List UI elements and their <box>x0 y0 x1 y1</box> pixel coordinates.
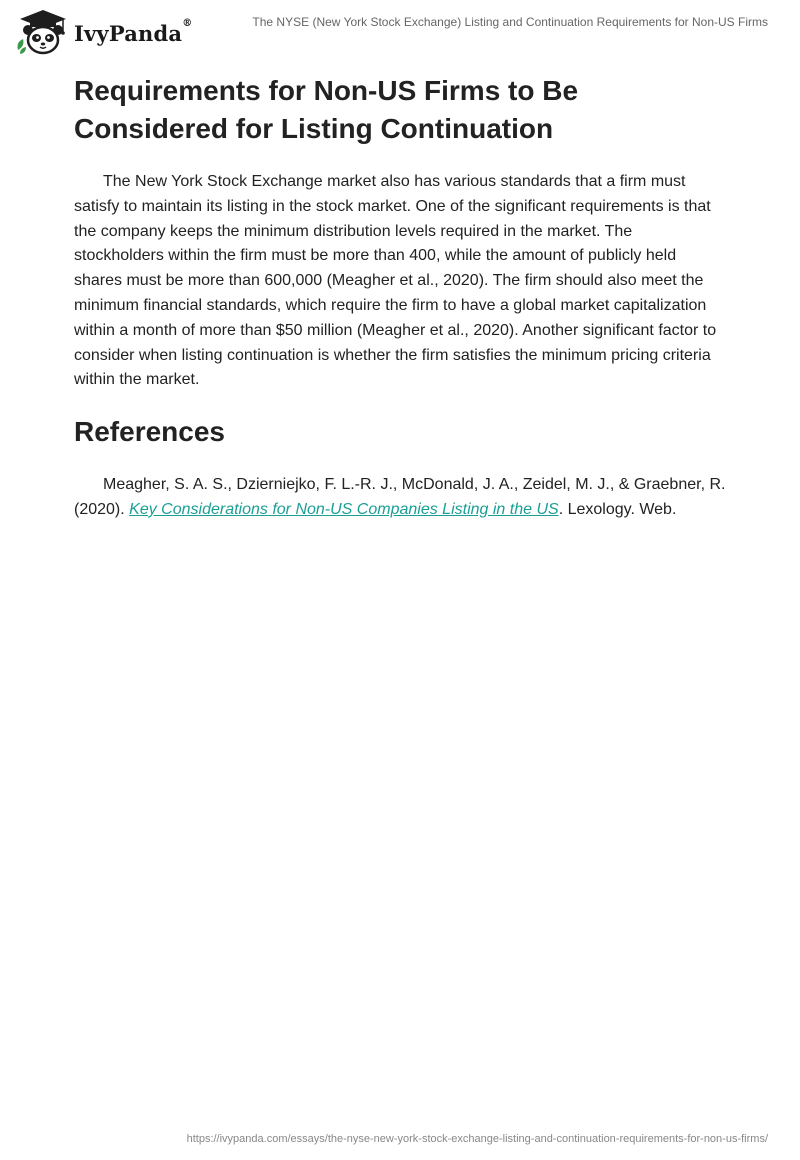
reference-authors: Meagher, S. A. S., Dzierniejko, F. L.-R. J., McDonald, J. A., Zeidel, M. J., & Graebner, R. (2020). <box>74 476 726 518</box>
page-header <box>0 0 800 64</box>
section-heading: Requirements for Non-US Firms to Be Considered for Listing Continuation <box>74 75 579 144</box>
references-heading: References <box>74 416 225 448</box>
essay-content <box>74 72 726 523</box>
section-paragraph: The New York Stock Exchange market also has various standards that a firm must satisfy to maintain its listing in the stock market. One of the significant requirements is that the company keeps the minimum distribution levels required in the market. The stockholders within the firm must be more than 400, while the amount of publicly held shares must be more than 600,000 (Meagher et al., 2020). The firm should also meet the minimum financial standards, which require the firm to have a global market capitalization within a month of more than $50 million (Meagher et al., 2020). Another significant factor to consider when listing continuation is whether the firm satisfies the minimum pricing criteria within the market. <box>74 173 717 389</box>
reference-entry <box>74 473 726 523</box>
reference-source: . Lexology. Web. <box>558 500 677 518</box>
reference-title-link[interactable]: Key Considerations for Non-US Companies Listing in the US <box>129 500 559 518</box>
panda-graduate-icon <box>14 8 72 56</box>
document-title: The NYSE (New York Stock Exchange) Listing and Continuation Requirements for Non-US Firms <box>252 15 768 29</box>
ivypanda-logo[interactable] <box>14 8 192 56</box>
footer-url[interactable]: https://ivypanda.com/essays/the-nyse-new-york-stock-exchange-listing-and-continuation-requirements-for-non-us-firms/ <box>186 1133 768 1145</box>
logo-wordmark: IvyPanda® <box>74 17 193 46</box>
